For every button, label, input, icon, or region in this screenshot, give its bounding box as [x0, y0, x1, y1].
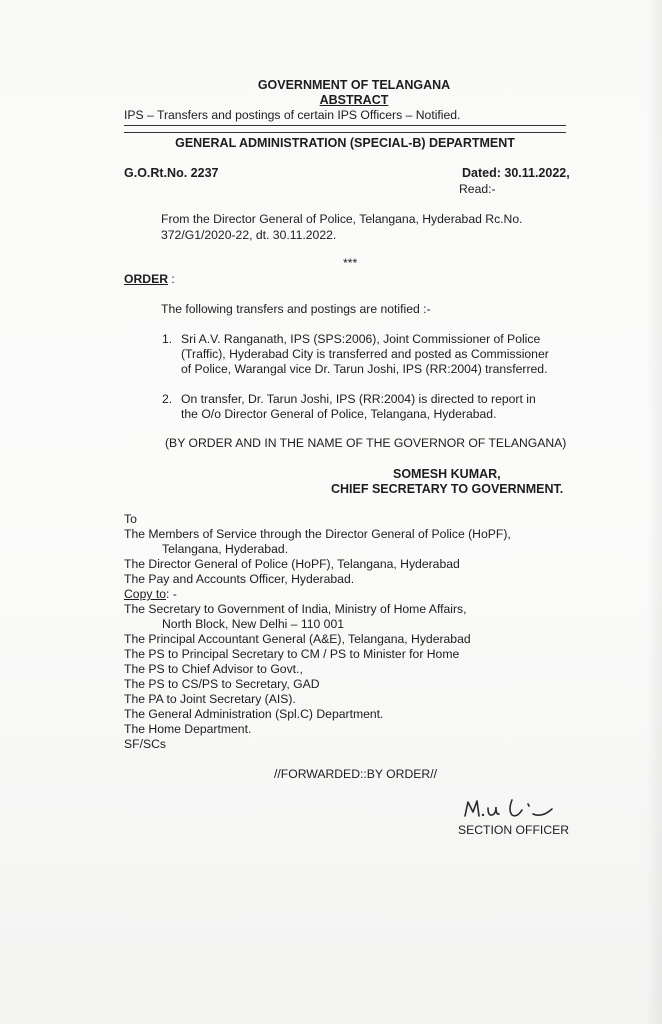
government-title: GOVERNMENT OF TELANGANA — [257, 78, 451, 92]
to-label: To — [124, 512, 137, 526]
signatory-name: SOMESH KUMAR, — [393, 467, 501, 481]
copy-line: The PS to Principal Secretary to CM / PS to Minister for Home — [124, 647, 460, 661]
distribution-line: The Pay and Accounts Officer, Hyderabad. — [124, 572, 355, 586]
distribution-line: Telangana, Hyderabad. — [162, 542, 289, 556]
subject-line: IPS – Transfers and postings of certain IPS Officers – Notified. — [124, 108, 461, 122]
handwritten-signature — [462, 796, 562, 822]
copy-line: The PS to Chief Advisor to Govt., — [124, 662, 303, 676]
go-number: G.O.Rt.No. 2237 — [124, 166, 219, 180]
order-heading: ORDER — [124, 272, 169, 286]
by-order-statement: (BY ORDER AND IN THE NAME OF THE GOVERNOR OF TELANGANA) — [165, 436, 567, 450]
copy-line: The Secretary to Government of India, Ministry of Home Affairs, — [124, 602, 467, 616]
forwarded-by-order: //FORWARDED::BY ORDER// — [274, 767, 437, 781]
department-heading: GENERAL ADMINISTRATION (SPECIAL-B) DEPARTMENT — [175, 136, 515, 150]
copy-line: The Principal Accountant General (A&E), Telangana, Hyderabad — [124, 632, 471, 646]
from-reference-line-2: 372/G1/2020-22, dt. 30.11.2022. — [161, 228, 337, 242]
read-label: Read:- — [459, 182, 496, 196]
list-item-line: Sri A.V. Ranganath, IPS (SPS:2006), Joint Commissioner of Police — [181, 332, 541, 346]
order-intro: The following transfers and postings are notified :- — [161, 302, 431, 316]
order-heading-wrap — [124, 272, 175, 286]
copy-to-suffix: : - — [166, 587, 177, 601]
copy-line: The PA to Joint Secretary (AIS). — [124, 692, 296, 706]
order-heading-colon: : — [168, 272, 175, 286]
abstract-heading: ABSTRACT — [319, 93, 389, 107]
signatory-title: CHIEF SECRETARY TO GOVERNMENT. — [331, 482, 564, 496]
copy-line: The PS to CS/PS to Secretary, GAD — [124, 677, 320, 691]
distribution-line: The Director General of Police (HoPF), Telangana, Hyderabad — [124, 557, 460, 571]
list-item-line: of Police, Warangal vice Dr. Tarun Joshi, IPS (RR:2004) transferred. — [181, 362, 548, 376]
copy-to-wrap — [124, 587, 177, 601]
copy-line: The General Administration (Spl.C) Department. — [124, 707, 384, 721]
double-rule-divider — [124, 125, 566, 133]
from-reference-line-1: From the Director General of Police, Telangana, Hyderabad Rc.No. — [161, 212, 523, 226]
dated-line: Dated: 30.11.2022, — [462, 166, 570, 180]
list-item-number: 1. — [162, 332, 173, 346]
list-item-line: (Traffic), Hyderabad City is transferred and posted as Commissioner — [181, 347, 549, 361]
list-item-number: 2. — [162, 392, 173, 406]
copy-to-label: Copy to — [124, 587, 167, 601]
stars-separator: *** — [343, 256, 358, 270]
list-item-line: the O/o Director General of Police, Telangana, Hyderabad. — [181, 407, 497, 421]
list-item-line: On transfer, Dr. Tarun Joshi, IPS (RR:2004) is directed to report in — [181, 392, 536, 406]
copy-line: The Home Department. — [124, 722, 252, 736]
copy-line: SF/SCs — [124, 737, 166, 751]
distribution-line: The Members of Service through the Director General of Police (HoPF), — [124, 527, 511, 541]
section-officer-label: SECTION OFFICER — [458, 823, 570, 837]
page-edge-shadow — [646, 0, 662, 1024]
copy-line: North Block, New Delhi – 110 001 — [162, 617, 345, 631]
